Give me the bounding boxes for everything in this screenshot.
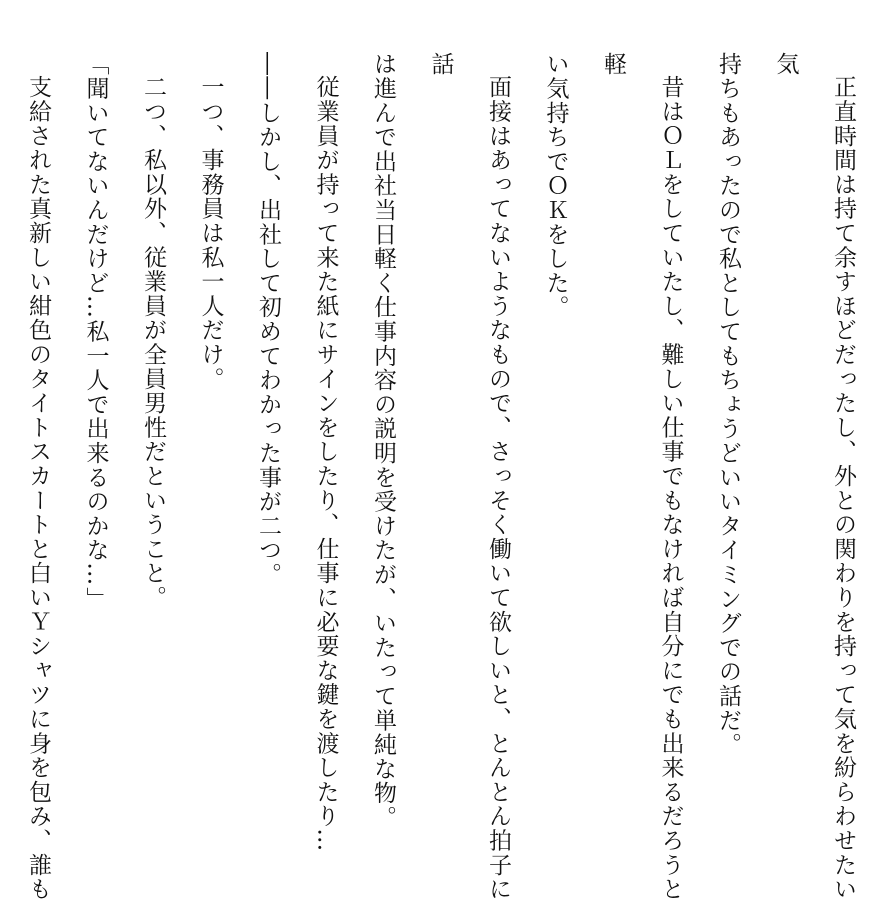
text-line: 昔はＯＬをしていたし、難しい仕事でもなければ自分にでも出来るだろうと軽 xyxy=(600,52,684,902)
text-line: 「聞いてないんだけど…私一人で出来るのかな…」 xyxy=(82,52,109,611)
text-line: 一つ、事務員は私一人だけ。 xyxy=(197,75,224,391)
text-line: 従業員が持って来た紙にサインをしたり、仕事に必要な鍵を渡したり… xyxy=(312,75,339,853)
text-line: 持ちもあったので私としてもちょうどいいタイミングでの話だ。 xyxy=(715,52,741,757)
text-line: 面接はあってないようなもので、さっそく働いて欲しいと、とんとん拍子に話 xyxy=(427,52,511,902)
text-line: は進んで出社当日軽く仕事内容の説明を受けたが、いたって単純な物。 xyxy=(370,52,396,830)
text-line: 二つ、私以外、従業員が全員男性だということ。 xyxy=(140,75,166,610)
vertical-text-body xyxy=(0,52,871,908)
text-line: 支給された真新しい紺色のタイトスカートと白いＹシャツに身を包み、誰も xyxy=(25,75,51,902)
text-line: い気持ちでＯＫをした。 xyxy=(542,52,569,320)
text-line: ――しかし、出社して初めてわかった事が二つ。 xyxy=(255,52,281,587)
text-line: 正直時間は持て余すほどだったし、外との関わりを持って気を紛らわせたい気 xyxy=(772,52,856,902)
